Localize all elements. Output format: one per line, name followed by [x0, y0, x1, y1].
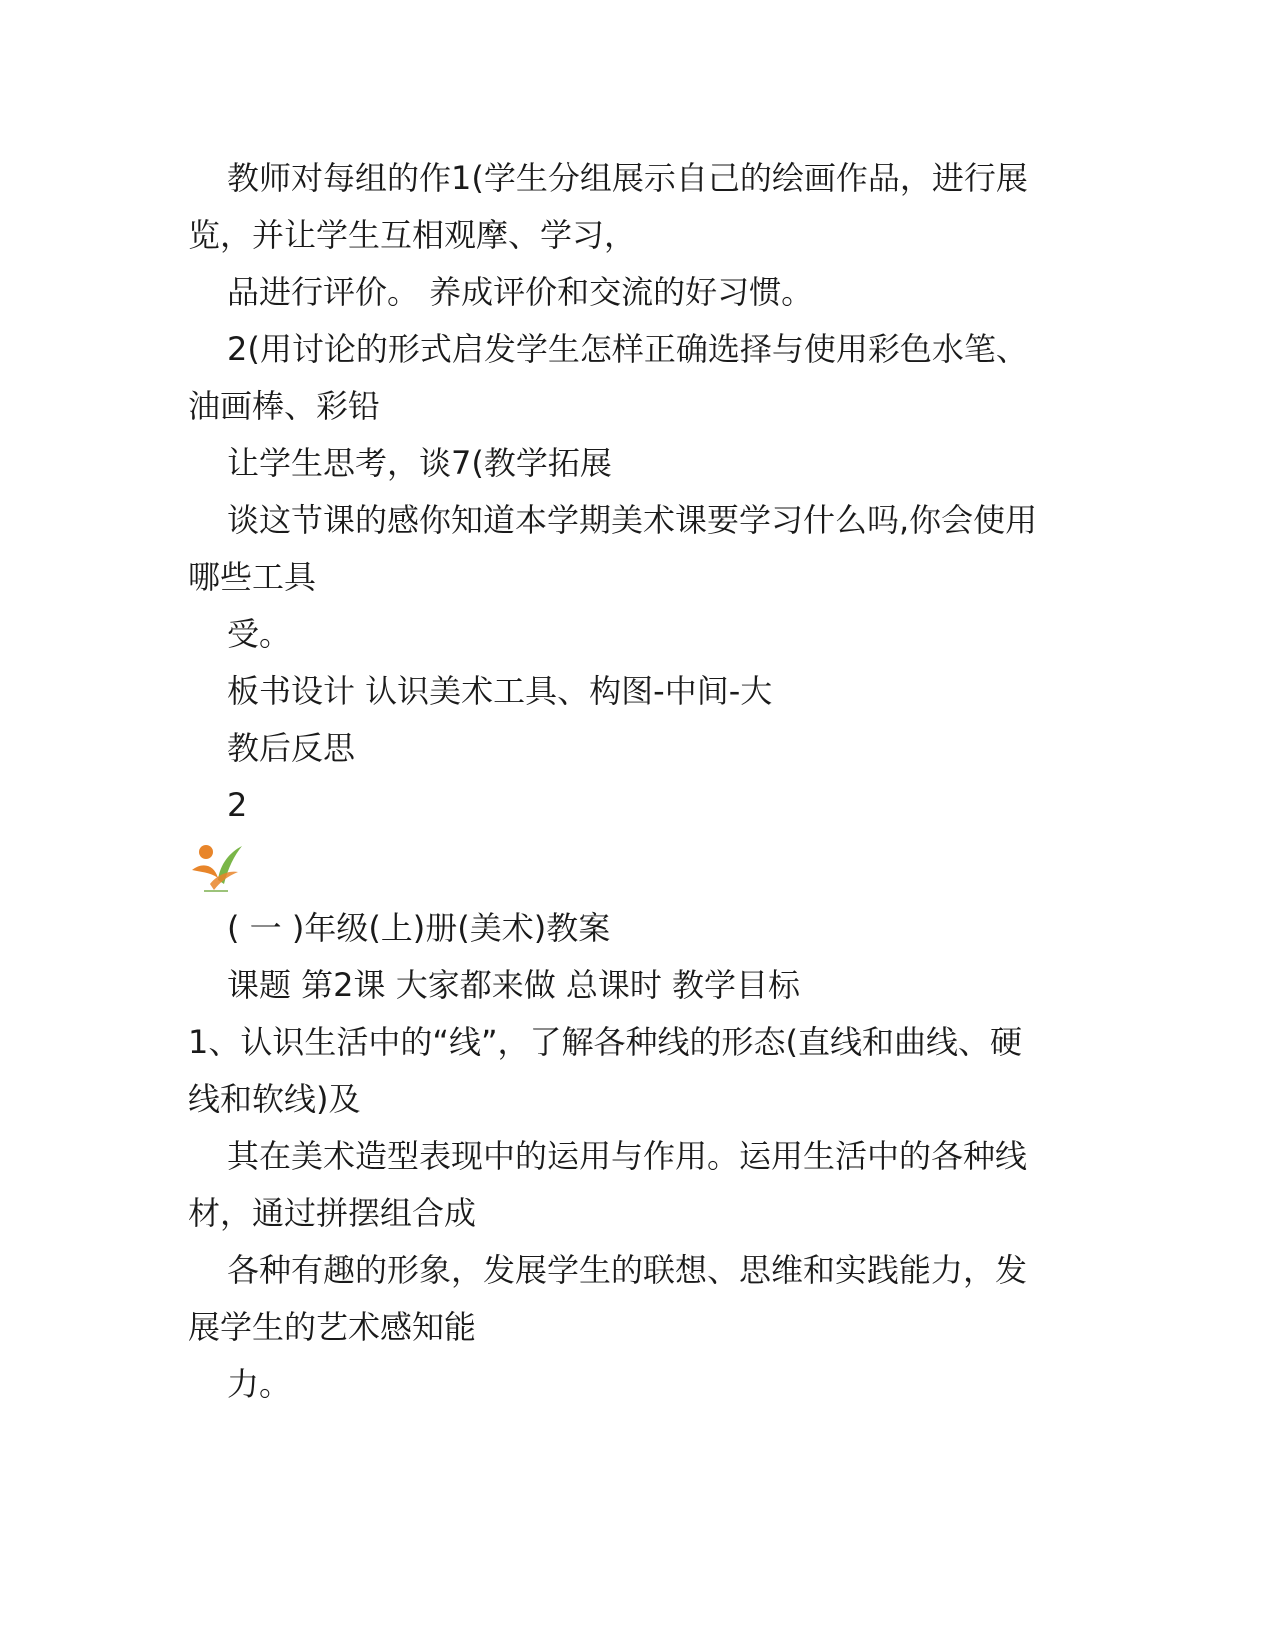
paragraph-line: 谈这节课的感你知道本学期美术课要学习什么吗,你会使用: [227, 501, 1038, 539]
paragraph-line: 各种有趣的形象，发展学生的联想、思维和实践能力，发: [227, 1251, 1028, 1289]
reflection-heading: 教后反思: [227, 729, 356, 767]
paragraph-line: 让学生思考，谈7(教学拓展: [227, 444, 612, 482]
paragraph-line: 2(用讨论的形式启发学生怎样正确选择与使用彩色水笔、: [227, 330, 1028, 368]
document-body: [188, 150, 1088, 1413]
paragraph-line: 线和软线)及: [188, 1080, 361, 1118]
paragraph-line: 油画棒、彩铅: [188, 387, 381, 425]
paragraph-line: 受。: [227, 615, 292, 653]
lesson-topic-line: 课题 第2课 大家都来做 总课时 教学目标: [227, 966, 801, 1004]
school-logo-icon: [188, 840, 244, 896]
objective-line: 1、认识生活中的“线”，了解各种线的形态(直线和曲线、硬: [188, 1023, 1023, 1061]
page-number: 2: [227, 786, 248, 824]
paragraph-line: 览，并让学生互相观摩、学习，: [188, 216, 637, 254]
paragraph-line: 品进行评价。 养成评价和交流的好习惯。: [227, 273, 814, 311]
logo-row: [188, 834, 1088, 900]
paragraph-line: 教师对每组的作1(学生分组展示自己的绘画作品，进行展: [227, 159, 1028, 197]
paragraph-line: 材，通过拼摆组合成: [188, 1194, 477, 1232]
lesson-plan-title: ( 一 )年级(上)册(美术)教案: [227, 909, 611, 947]
paragraph-line: 展学生的艺术感知能: [188, 1308, 477, 1346]
paragraph-line: 哪些工具: [188, 558, 317, 596]
paragraph-line: 力。: [227, 1365, 292, 1403]
blackboard-design-line: 板书设计 认识美术工具、构图-中间-大: [227, 672, 773, 710]
paragraph-line: 其在美术造型表现中的运用与作用。运用生活中的各种线: [227, 1137, 1028, 1175]
